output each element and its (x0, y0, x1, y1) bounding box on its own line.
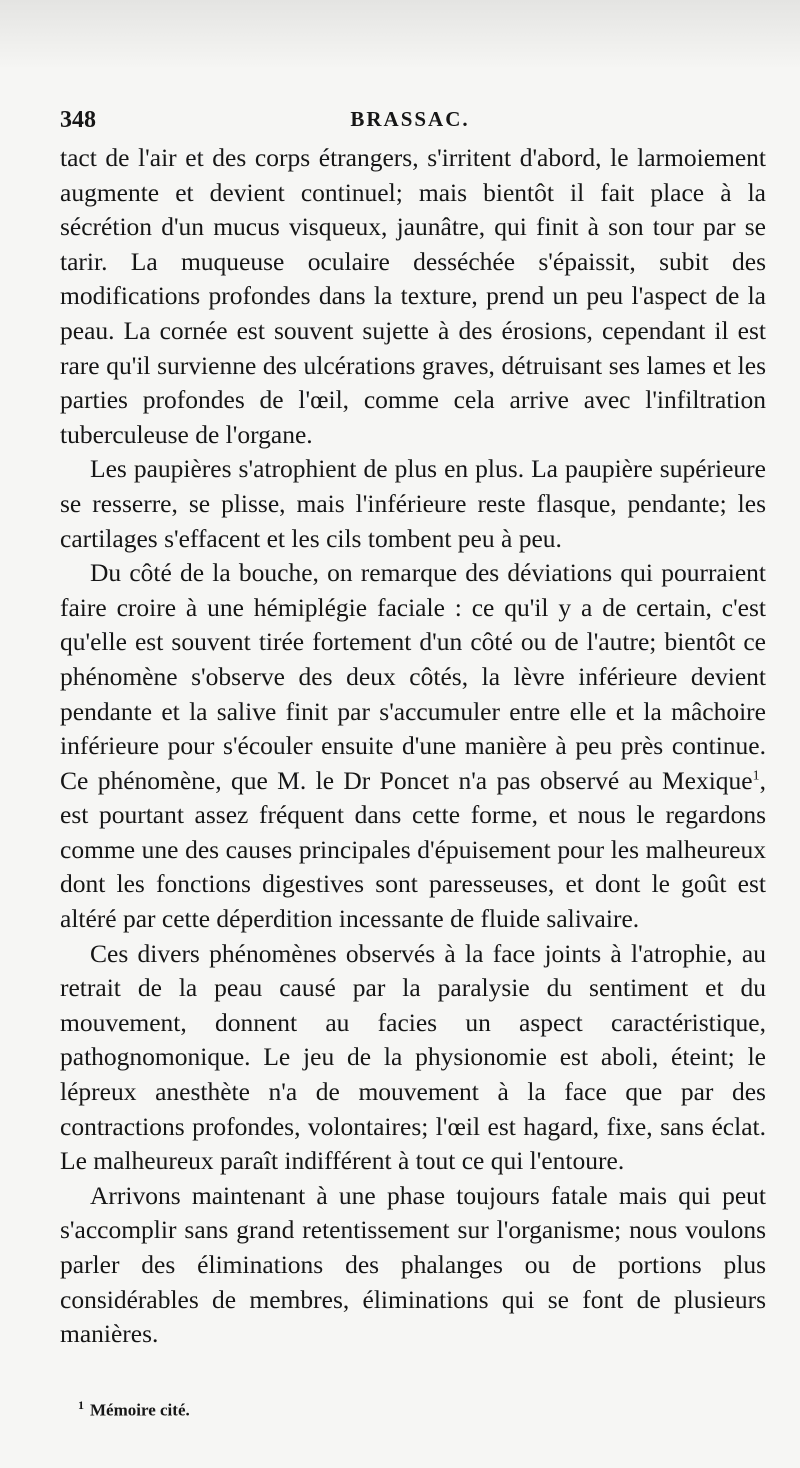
paragraph: Ces divers phénomènes observés à la face joints à l'atrophie, au retrait de la peau causé par la paralysie du sentiment et du mouvement, donnent au facies un aspect caractéristique, pathognomonique. Le jeu de la physionomie est aboli, éteint; le lépreux anesthète n'a de mouvement à la face que par des contractions profondes, volontaires; l'œil est hagard, fixe, sans éclat. Le malheureux paraît indifférent à tout ce qui l'entoure. (60, 938, 766, 1176)
running-title: BRASSAC. (350, 107, 470, 131)
paragraph-text: , est pourtant assez fréquent dans cette forme, et nous le regardons comme une des causes principales d'épuisement pour les malheureux dont les fonctions digestives sont paresseuses, et dont le goût est altéré par cette déperdition incessante de fluide salivaire. (60, 765, 766, 934)
paragraph: tact de l'air et des corps étrangers, s'irritent d'abord, le larmoiement augmente et devient continuel; mais bientôt il fait place à la sécrétion d'un mucus visqueux, jaunâtre, qui finit à son tour par se tarir. La muqueuse oculaire desséchée s'épaissit, subit des modifications profondes dans la texture, prend un peu l'aspect de la peau. La cornée est souvent sujette à des érosions, cependant il est rare qu'il survienne des ulcérations graves, détruisant ses lames et les parties profondes de l'œil, comme cela arrive avec l'infiltration tuberculeuse de l'organe. (60, 143, 766, 449)
paragraph: Les paupières s'atrophient de plus en plus. La paupière supérieure se resserre, se plisse, mais l'inférieure reste flasque, pendante; les cartilages s'effacent et les cils tombent peu à peu. (60, 454, 766, 553)
footnote-number: 1 (78, 1398, 84, 1412)
paragraph-text: Du côté de la bouche, on remarque des déviations qui pourraient faire croire à une hémiplégie faciale : ce qu'il y a de certain, c'est qu'elle est souvent tirée fortement d'un côté ou de l'autre; bientôt ce phénomène s'observe des deux côtés, la lèvre inférieure devient pendante et la salive finit par s'accumuler entre elle et la mâchoire inférieure pour s'écouler ensuite d'une manière à peu près continue. Ce phénomène, que M. le Dr Poncet n'a pas observé au Mexique (60, 558, 766, 795)
footnote-text: Mémoire cité. (90, 1400, 190, 1420)
page-header (60, 107, 760, 137)
footnote (78, 1398, 190, 1421)
page-number: 348 (60, 107, 96, 133)
paragraph: Arrivons maintenant à une phase toujours fatale mais qui peut s'accomplir sans grand retentissement sur l'organisme; nous voulons parler des éliminations des phalanges ou de portions plus considérables de membres, éliminations qui se font de plusieurs manières. (60, 1180, 766, 1349)
footnote-reference: 1 (752, 768, 760, 784)
body-text (60, 141, 766, 1352)
scan-shadow (0, 0, 800, 70)
paragraph (60, 556, 766, 937)
